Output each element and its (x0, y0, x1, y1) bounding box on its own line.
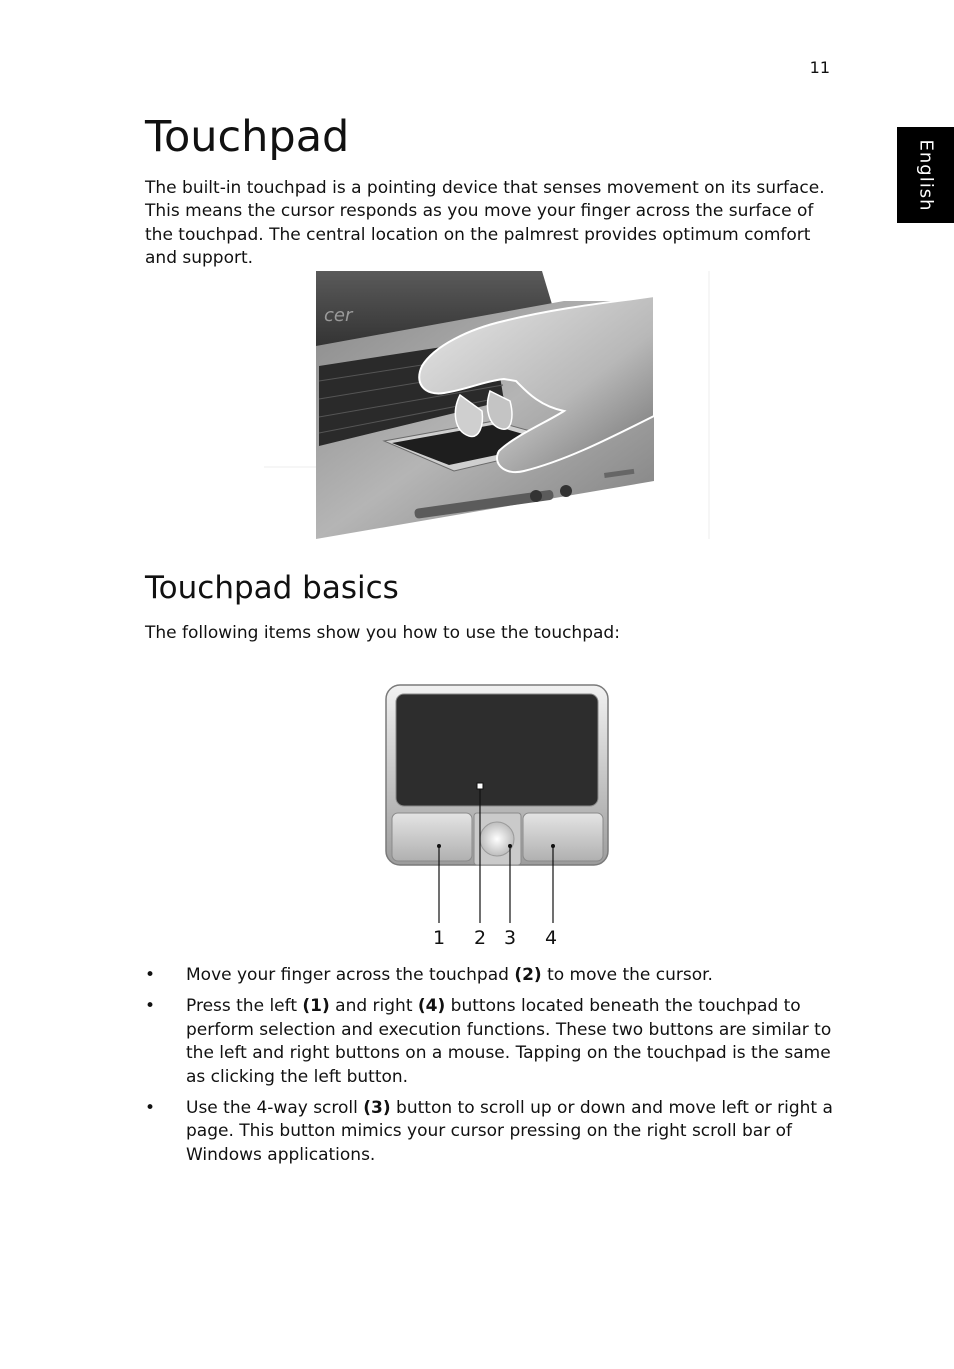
page-number: 11 (809, 58, 830, 77)
page-title: Touchpad (145, 112, 350, 162)
language-tab-label: English (915, 139, 936, 211)
section-title: Touchpad basics (145, 570, 399, 606)
scroll-button-illustration (480, 822, 514, 856)
bullet-marker: • (145, 1098, 156, 1119)
bullet-marker: • (145, 965, 156, 985)
callout-2: 2 (473, 927, 487, 949)
right-button-illustration (523, 813, 603, 861)
bullet-marker: • (145, 996, 156, 1017)
language-tab (897, 127, 954, 223)
left-button-illustration (392, 813, 472, 861)
list-item: • Move your finger across the touchpad (2) to move the cursor. (145, 964, 835, 987)
touchpad-photo (264, 271, 714, 539)
callout-3: 3 (503, 927, 517, 949)
intro-paragraph: The built-in touchpad is a pointing device that senses movement on its surface. This means the cursor responds as you move your finger across the surface of the touchpad. The central location on the palmrest provides optimum comfort and support. (145, 178, 825, 268)
callout-1: 1 (432, 927, 446, 949)
callout-4: 4 (544, 927, 558, 949)
section-intro: The following items show you how to use the touchpad: (145, 623, 620, 643)
list-item: • Use the 4-way scroll (3) button to scroll up or down and move left or right a page. This button mimics your cursor pressing on the right scroll bar of Windows applications. (145, 1098, 833, 1165)
touchpad-diagram (320, 648, 656, 958)
laptop-logo: cer (324, 305, 353, 326)
list-item: • Press the left (1) and right (4) buttons located beneath the touchpad to perform selection and execution functions. These two buttons are similar to the left and right buttons on a mouse. Tapping on the touchpad is the same as clicking the left button. (145, 996, 832, 1087)
bullet-list (145, 964, 835, 1175)
